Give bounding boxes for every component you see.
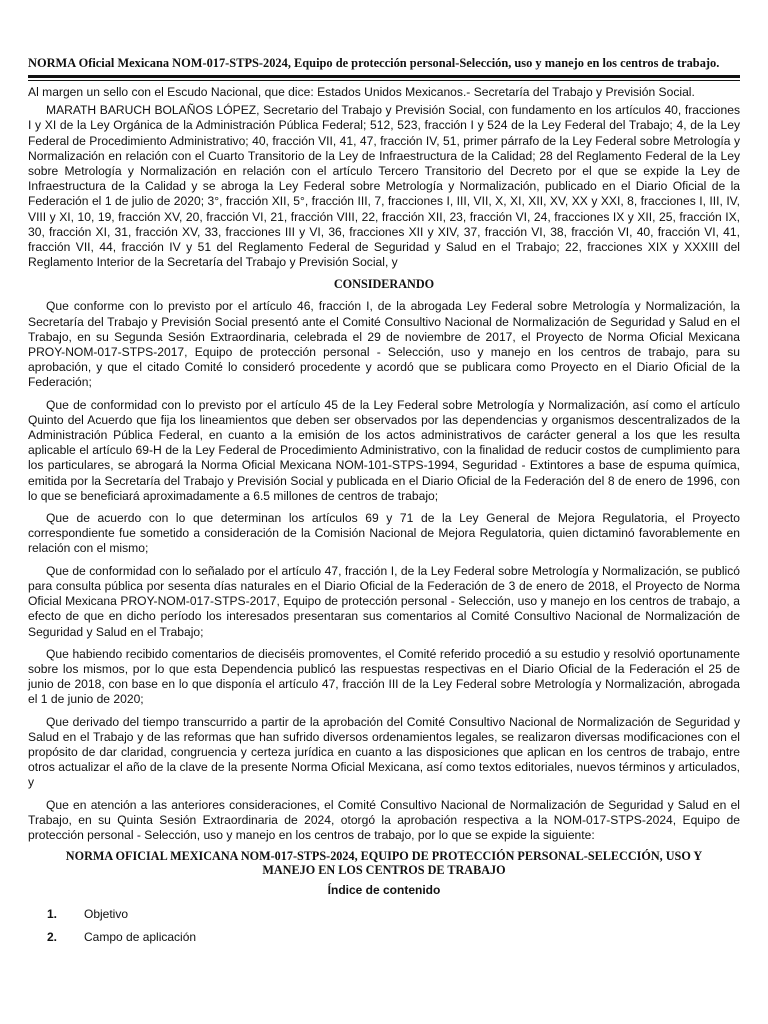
index-item-label: Campo de aplicación <box>84 930 197 945</box>
index-item-label: Objetivo <box>84 907 129 922</box>
considerando-paragraph: Que de acuerdo con lo que determinan los artículos 69 y 71 de la Ley General de Mejora Regulatoria, el Proyecto correspondiente fue sometido a consideración de la Comisión Nacional de Mejora Regulatoria, quien dictaminó favorablemente en relación con el mismo; <box>28 511 740 556</box>
index-item-number: 1. <box>47 907 58 922</box>
intro-paragraph: MARATH BARUCH BOLAÑOS LÓPEZ, Secretario del Trabajo y Previsión Social, con fundamento en los artículos 40, fracciones I y XI de la Ley Orgánica de la Administración Pública Federal; 512, 523, fracción I y 524 de la Ley Federal del Trabajo; 4, de la Ley Federal de Procedimiento Administrativo; 40, fracción VII, 41, 47, fracción IV, 51, primer párrafo de la Ley Federal sobre Metrología y Normalización en relación con el Cuarto Transitorio de la Ley de Infraestructura de la Calidad; 28 del Reglamento Federal de la Ley sobre Metrología y Normalización en relación con el artículo Tercero Transitorio del Decreto por el que se expide la Ley de Infraestructura de la Calidad y se abroga la Ley Federal sobre Metrología y Normalización, publicado en el Diario Oficial de la Federación el 1 de julio de 2020; 3°, fracción XII, 5°, fracción III, 7, fracciones I, III, VII, X, XI, XII, XV, XX y XXI, 8, fracciones I, III, IV, VIII y XI, 10, 19, fracción XV, 20, fracción VI, 21, fracción VIII, 22, fracción XII, 23, fracción VI, 24, fracciones IX y XII, 25, fracción IX, 30, fracción XI, 31, fracción XV, 33, fracciones III y VI, 36, fracciones XII y XIV, 37, fracción VI, 38, fracción VI, 40, fracción VI, 41, fracción VII, 44, fracción IV y 51 del Reglamento Federal de Seguridad y Salud en el Trabajo; 22, fracciones XIX y XXXIII del Reglamento Interior de la Secretaría del Trabajo y Previsión Social, y <box>28 103 740 270</box>
considerando-paragraph: Que de conformidad con lo señalado por el artículo 47, fracción I, de la Ley Federal sobre Metrología y Normalización, se publicó para consulta pública por sesenta días naturales en el Diario Oficial de la Federación de 3 de enero de 2018, el Proyecto de Norma Oficial Mexicana PROY-NOM-017-STPS-2017, Equipo de protección personal - Selección, uso y manejo en los centros de trabajo, a efecto de que en dicho período los interesados presentaran sus comentarios al Comité Consultivo Nacional de Normalización de Seguridad y Salud en el Trabajo; <box>28 563 740 639</box>
considerando-paragraph: Que habiendo recibido comentarios de dieciséis promoventes, el Comité referido procedió a su estudio y resolvió oportunamente sobre los mismos, por lo que esta Dependencia publicó las respuestas respectivas en el Diario Oficial de la Federación el 25 de junio de 2018, con base en lo que disponía el artículo 47, fracción III de la Ley Federal sobre Metrología y Normalización, abrogada el 1 de junio de 2020; <box>28 646 740 707</box>
seal-line: Al margen un sello con el Escudo Nacional, que dice: Estados Unidos Mexicanos.- Secretaría del Trabajo y Previsión Social. <box>28 85 695 99</box>
considerando-heading: CONSIDERANDO <box>333 277 435 292</box>
index-list <box>47 907 740 945</box>
norma-title: NORMA OFICIAL MEXICANA NOM-017-STPS-2024, EQUIPO DE PROTECCIÓN PERSONAL-SELECCIÓN, USO Y MANEJO EN LOS CENTROS DE TRABAJO <box>65 849 703 878</box>
considerando-paragraph: Que conforme con lo previsto por el artículo 46, fracción I, de la abrogada Ley Federal sobre Metrología y Normalización, la Secretaría del Trabajo y Previsión Social presentó ante el Comité Consultivo Nacional de Normalización de Seguridad y Salud en el Trabajo, en su Segunda Sesión Extraordinaria, celebrada el 29 de noviembre de 2017, el Proyecto de Norma Oficial Mexicana PROY-NOM-017-STPS-2017, Equipo de protección personal - Selección, uso y manejo en los centros de trabajo, para su aprobación, y que el citado Comité lo consideró procedente y acordó que se publicara como Proyecto en el Diario Oficial de la Federación; <box>28 299 740 390</box>
considerando-paragraph: Que derivado del tiempo transcurrido a partir de la aprobación del Comité Consultivo Nacional de Normalización de Seguridad y Salud en el Trabajo y de las reformas que han sufrido diversos ordenamientos legales, se realizaron diversas modificaciones con el propósito de dar claridad, congruencia y certeza jurídica en cuanto a las disposiciones que aplican en los centros de trabajo, entre otros actualizar el año de la clave de la presente Norma Oficial Mexicana, así como textos editoriales, nuevos términos y articulados, y <box>28 714 740 790</box>
document-header-title: NORMA Oficial Mexicana NOM-017-STPS-2024, Equipo de protección personal-Selección, uso y manejo en los centros de trabajo. <box>28 56 720 70</box>
header-rule-thin <box>28 80 740 81</box>
considerando-paragraph: Que de conformidad con lo previsto por el artículo 45 de la Ley Federal sobre Metrología y Normalización, así como el artículo Quinto del Acuerdo que fija los lineamientos que deben ser observados por las dependencias y organismos descentralizados de la Administración Pública Federal, en cuanto a la emisión de los actos administrativos de carácter general a los que les resulta aplicable el artículo 69-H de la Ley Federal de Procedimiento Administrativo, con la finalidad de reducir costos de cumplimiento para los particulares, se abrogará la Norma Oficial Mexicana NOM-101-STPS-1994, Seguridad - Extintores a base de espuma química, emitida por la Secretaría del Trabajo y Previsión Social y publicada en el Diario Oficial de la Federación del 8 de enero de 1996, con lo que se beneficiará aproximadamente a 6.5 millones de centros de trabajo; <box>28 397 740 503</box>
index-title: Índice de contenido <box>327 883 441 898</box>
considerando-paragraph: Que en atención a las anteriores consideraciones, el Comité Consultivo Nacional de Normalización de Seguridad y Salud en el Trabajo, en su Quinta Sesión Extraordinaria de 2024, otorgó la aprobación respectiva a la NOM-017-STPS-2024, Equipo de protección personal - Selección, uso y manejo en los centros de trabajo, por lo que se expide la siguiente: <box>28 797 740 842</box>
header-rule-thick <box>28 75 740 78</box>
index-item <box>47 907 740 922</box>
index-item <box>47 930 740 945</box>
index-item-number: 2. <box>47 930 58 945</box>
